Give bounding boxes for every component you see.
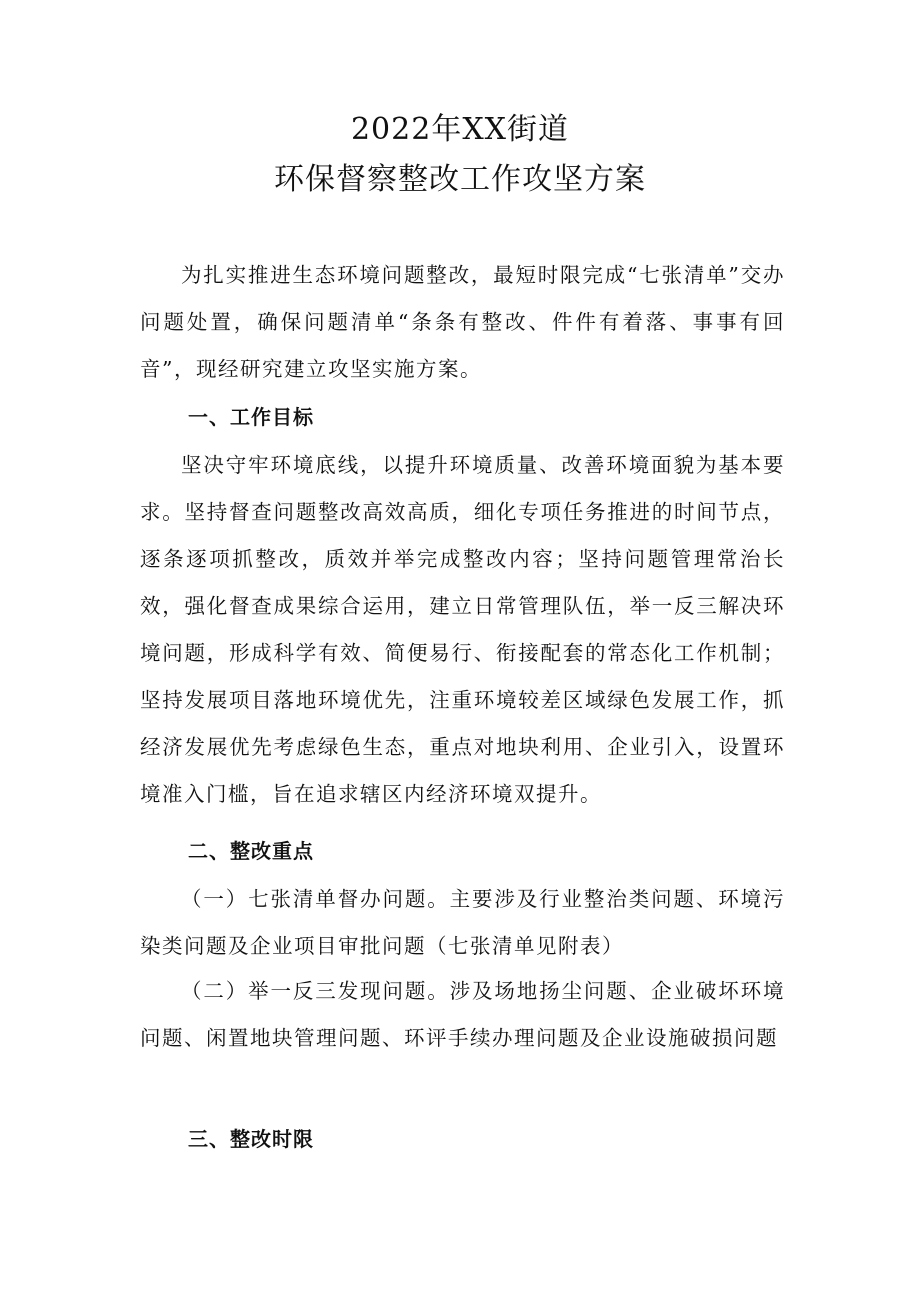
document-title-line1: 2022年XX街道 — [350, 112, 570, 147]
document-title-line2: 环保督察整改工作攻坚方案 — [274, 162, 646, 197]
section2-item2: （二）举一反三发现问题。涉及场地扬尘问题、企业破坏环境问题、闲置地块管理问题、环评手续办理问题及企业设施破损问题 — [140, 979, 785, 1050]
section2-heading: 二、整改重点 — [188, 839, 314, 863]
section3-heading: 三、整改时限 — [188, 1127, 314, 1151]
section2-item1: （一）七张清单督办问题。主要涉及行业整治类问题、环境污染类问题及企业项目审批问题（七张清单见附表） — [140, 887, 785, 958]
section1-paragraph: 坚决守牢环境底线，以提升环境质量、改善环境面貌为基本要求。坚持督查问题整改高效高质，细化专项任务推进的时间节点，逐条逐项抓整改，质效并举完成整改内容；坚持问题管理常治长效，强化督查成果综合运用，建立日常管理队伍，举一反三解决环境问题，形成科学有效、简便易行、衔接配套的常态化工作机制；坚持发展项目落地环境优先，注重环境较差区域绿色发展工作，抓经济发展优先考虑绿色生态，重点对地块利用、企业引入，设置环境准入门槛，旨在追求辖区内经济环境双提升。 — [140, 453, 785, 806]
intro-paragraph: 为扎实推进生态环境问题整改，最短时限完成“七张清单”交办问题处置，确保问题清单“条条有整改、件件有着落、事事有回音”，现经研究建立攻坚实施方案。 — [140, 263, 785, 381]
section1-heading: 一、工作目标 — [188, 405, 314, 429]
